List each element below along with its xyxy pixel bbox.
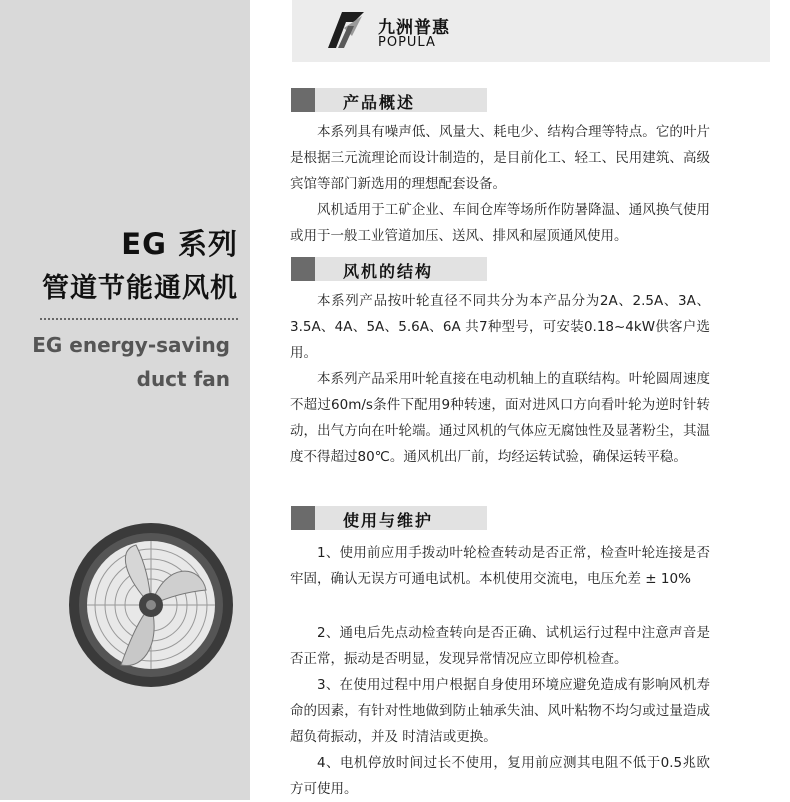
- series-title: EG 系列: [121, 227, 238, 261]
- section-heading-structure: [291, 257, 487, 281]
- section-heading-maintenance: [291, 506, 487, 530]
- overview-paragraph-2: 风机适用于工矿企业、车间仓库等场所作防暑降温、通风换气使用或用于一般工业管道加压、送风、排风和屋顶通风使用。: [290, 202, 710, 244]
- brand-name-cn: 九洲普惠: [378, 18, 450, 38]
- section-marker: [291, 88, 315, 112]
- brand-name-en: POPULA: [378, 35, 436, 50]
- section-heading-overview: [291, 88, 487, 112]
- series-subtitle: 管道节能通风机: [42, 273, 238, 304]
- section-heading-label: 使用与维护: [343, 511, 434, 530]
- maintenance-item-1: 1、使用前应用手拨动叶轮检查转动是否正常，检查叶轮连接是否牢固，确认无误方可通电试机。本机使用交流电，电压允差 ± 10%: [290, 545, 710, 587]
- header-bar: [292, 0, 770, 62]
- english-title-line1: EG energy-saving: [32, 333, 230, 357]
- section-heading-label: 风机的结构: [343, 262, 434, 281]
- dotted-divider: [40, 318, 238, 320]
- section-marker: [291, 257, 315, 281]
- left-panel: [0, 0, 250, 800]
- english-title-line2: duct fan: [136, 367, 230, 391]
- duct-fan-image: [66, 520, 236, 690]
- structure-paragraph-1: 本系列产品按叶轮直径不同共分为本产品分为2A、2.5A、3A、3.5A、4A、5A、5.6A、6A 共7种型号，可安装0.18~4kW供客户选用。: [290, 293, 710, 361]
- overview-paragraph-1: 本系列具有噪声低、风量大、耗电少、结构合理等特点。它的叶片是根据三元流理论而设计制造的，是目前化工、轻工、民用建筑、高级宾馆等部门新选用的理想配套设备。: [290, 124, 710, 192]
- popula-logo-icon: [324, 8, 368, 52]
- maintenance-item-4: 4、电机停放时间过长不使用，复用前应测其电阻不低于0.5兆欧方可使用。: [290, 755, 710, 797]
- section-marker: [291, 506, 315, 530]
- section-heading-label: 产品概述: [343, 93, 416, 112]
- maintenance-item-2: 2、通电后先点动检查转向是否正确、试机运行过程中注意声音是否正常，振动是否明显，发现异常情况应立即停机检查。: [290, 625, 710, 667]
- structure-paragraph-2: 本系列产品采用叶轮直接在电动机轴上的直联结构。叶轮圆周速度不超过60m/s条件下配用9种转速，面对进风口方向看叶轮为逆时针转动，出气方向在叶轮端。通过风机的气体应无腐蚀性及显著粉尘，其温度不得超过80℃。通风机出厂前，均经运转试验，确保运转平稳。: [290, 371, 710, 465]
- maintenance-item-3: 3、在使用过程中用户根据自身使用环境应避免造成有影响风机寿命的因素，有针对性地做到防止轴承失油、风叶粘物不均匀或过量造成超负荷振动，并及 时清洁或更换。: [290, 677, 710, 745]
